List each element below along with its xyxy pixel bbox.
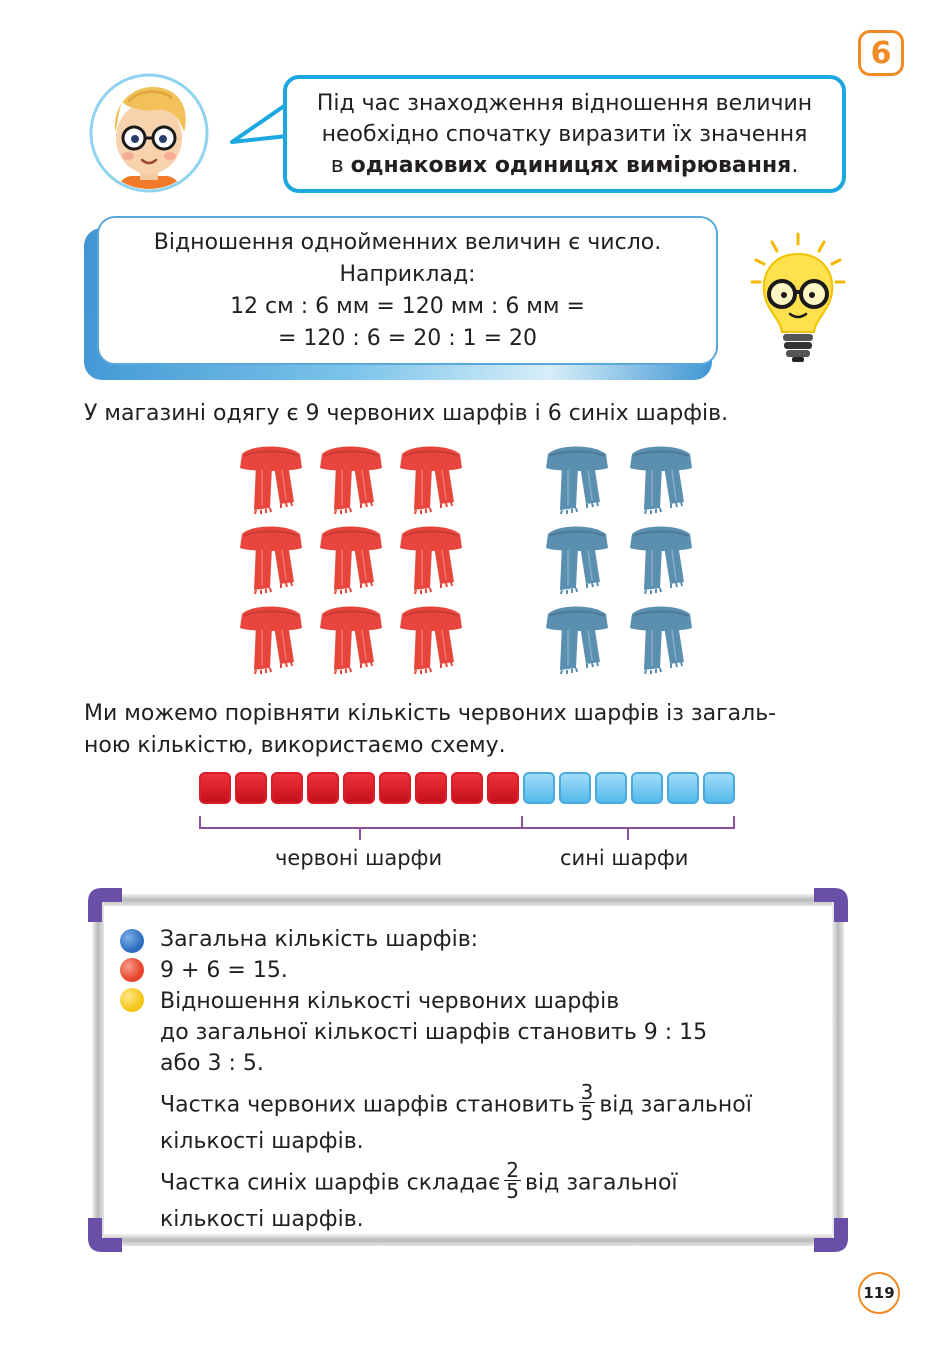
scheme-cell-red <box>343 772 375 804</box>
comparison-text <box>84 698 864 762</box>
red-bullet-icon <box>120 958 144 982</box>
blue-scarf-icon <box>624 602 696 674</box>
blue-scarf-icon <box>540 442 612 514</box>
red-scarf-icon <box>314 602 386 674</box>
red-share-numerator: 3 <box>580 1080 594 1104</box>
red-share-prefix: Частка червоних шарфів становить <box>160 1092 575 1118</box>
scheme-cell-blue <box>523 772 555 804</box>
speech-line-2: необхідно спочатку виразити їх значення <box>321 121 808 147</box>
scheme-cell-blue <box>559 772 591 804</box>
red-scarf-icon <box>234 522 306 594</box>
ratio-line-2: до загальної кількості шарфів становить 9 : 15 <box>160 1020 708 1045</box>
scheme-bar <box>199 772 739 808</box>
rule-box <box>97 216 718 365</box>
scheme-cell-red <box>487 772 519 804</box>
speech-line-3 <box>331 150 799 181</box>
speech-line-3-bold: однакових одиницях вимірювання <box>350 152 792 178</box>
blue-bullet-icon <box>120 929 144 953</box>
lightbulb-icon <box>748 232 848 364</box>
blue-share-prefix: Частка синіх шарфів складає <box>160 1170 501 1196</box>
blue-scarf-icon <box>540 522 612 594</box>
blue-scarf-icon <box>624 442 696 514</box>
intro-sentence: У магазині одягу є 9 червоних шарфів і 6 синіх шарфів. <box>84 401 729 426</box>
blue-share-line <box>160 1158 840 1204</box>
red-scarf-icon <box>394 602 466 674</box>
blue-share-line-2: кількості шарфів. <box>160 1207 364 1232</box>
rule-line-2: Наприклад: <box>339 261 476 287</box>
page-number: 119 <box>858 1272 900 1314</box>
speech-line-1: Під час знаходження відношення величин <box>316 90 813 116</box>
red-share-denominator: 5 <box>580 1101 594 1125</box>
blue-scarves-label: сині шарфи <box>560 846 689 870</box>
scheme-cell-blue <box>595 772 627 804</box>
speech-line-3-suffix: . <box>791 152 799 178</box>
scheme-cell-blue <box>631 772 663 804</box>
scheme-cell-red <box>451 772 483 804</box>
chapter-badge: 6 <box>858 30 904 76</box>
ratio-line-3: або 3 : 5. <box>160 1051 264 1076</box>
scheme-cell-red <box>307 772 339 804</box>
red-scarf-icon <box>394 522 466 594</box>
scheme-cell-red <box>271 772 303 804</box>
whiteboard-content <box>160 924 840 1235</box>
blue-share-fraction <box>504 1160 521 1201</box>
yellow-bullet-icon <box>120 988 144 1012</box>
total-label: Загальна кількість шарфів: <box>160 927 479 952</box>
red-share-fraction <box>579 1082 596 1123</box>
total-calculation: 9 + 6 = 15. <box>160 958 288 983</box>
rule-line-4: = 120 : 6 = 20 : 1 = 20 <box>277 325 538 351</box>
blue-scarf-icon <box>624 522 696 594</box>
red-scarf-icon <box>314 522 386 594</box>
speech-bubble <box>283 75 846 193</box>
blue-share-numerator: 2 <box>506 1158 520 1182</box>
scheme-cell-red <box>235 772 267 804</box>
red-scarf-icon <box>394 442 466 514</box>
comparison-line-2: ною кількістю, використаємо схему. <box>84 733 506 758</box>
scheme-cell-red <box>199 772 231 804</box>
blue-share-denominator: 5 <box>506 1179 520 1203</box>
rule-line-3: 12 см : 6 мм = 120 мм : 6 мм = <box>230 293 585 319</box>
red-share-line-2: кількості шарфів. <box>160 1129 364 1154</box>
boy-avatar-icon <box>88 72 210 194</box>
red-scarf-icon <box>234 442 306 514</box>
red-scarf-icon <box>314 442 386 514</box>
blue-share-suffix: від загальної <box>525 1170 678 1196</box>
scheme-cell-blue <box>667 772 699 804</box>
red-share-suffix: від загальної <box>599 1092 752 1118</box>
scheme-cell-red <box>415 772 447 804</box>
ratio-line-1: Відношення кількості червоних шарфів <box>160 989 620 1014</box>
red-scarf-icon <box>234 602 306 674</box>
red-scarves-label: червоні шарфи <box>275 846 443 870</box>
comparison-line-1: Ми можемо порівняти кількість червоних шарфів із загаль- <box>84 701 777 726</box>
scheme-cell-blue <box>703 772 735 804</box>
speech-line-3-prefix: в <box>330 152 351 178</box>
scheme-cell-red <box>379 772 411 804</box>
scheme-brackets <box>195 812 740 842</box>
red-share-line <box>160 1080 840 1126</box>
speech-bubble-tail <box>228 96 288 152</box>
blue-scarf-icon <box>540 602 612 674</box>
rule-line-1: Відношення однойменних величин є число. <box>153 229 662 255</box>
